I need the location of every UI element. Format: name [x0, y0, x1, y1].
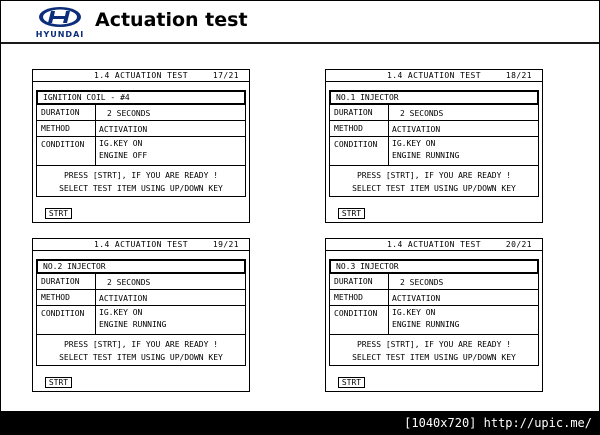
condition-row [37, 137, 245, 166]
duration-value: 2 SECONDS [400, 109, 444, 118]
condition-line-2: ENGINE RUNNING [99, 320, 167, 329]
page-count: 19/21 [212, 240, 239, 249]
panel-table [329, 259, 539, 366]
test-item-row[interactable] [36, 90, 246, 105]
page-count: 17/21 [212, 71, 239, 80]
instruction-notice [37, 166, 245, 196]
condition-value [96, 137, 245, 165]
condition-value [389, 306, 538, 334]
panel-header [326, 70, 542, 82]
test-item-row[interactable] [36, 259, 246, 274]
test-item-row[interactable] [329, 90, 539, 105]
strt-button[interactable]: STRT [45, 377, 72, 388]
condition-label: CONDITION [330, 137, 389, 165]
method-value: ACTIVATION [392, 125, 441, 134]
method-value: ACTIVATION [99, 294, 148, 303]
method-row [37, 290, 245, 306]
test-panel-1 [32, 69, 250, 223]
instruction-notice [330, 335, 538, 365]
panel-table [36, 259, 246, 366]
condition-line-2: ENGINE OFF [99, 151, 148, 160]
panel-table [329, 90, 539, 197]
condition-line-1: IG.KEY ON [99, 139, 143, 148]
test-item-name: NO.1 INJECTOR [336, 93, 399, 102]
method-label: METHOD [37, 290, 96, 305]
strt-button[interactable]: STRT [45, 208, 72, 219]
test-item-name: NO.2 INJECTOR [43, 262, 106, 271]
test-item-name: NO.3 INJECTOR [336, 262, 399, 271]
notice-line-2: SELECT TEST ITEM USING UP/DOWN KEY [59, 353, 223, 362]
header-divider [1, 42, 599, 44]
notice-line-1: PRESS [STRT], IF YOU ARE READY ! [356, 171, 512, 180]
panel-header [33, 239, 249, 251]
condition-label: CONDITION [37, 306, 96, 334]
slide [1, 1, 599, 411]
duration-row [37, 105, 245, 121]
page-count: 18/21 [505, 71, 532, 80]
method-value: ACTIVATION [99, 125, 148, 134]
condition-value [96, 306, 245, 334]
condition-label: CONDITION [330, 306, 389, 334]
notice-line-1: PRESS [STRT], IF YOU ARE READY ! [356, 340, 512, 349]
test-item-name: IGNITION COIL - #4 [43, 93, 130, 102]
panel-header [326, 239, 542, 251]
method-label: METHOD [37, 121, 96, 136]
duration-value: 2 SECONDS [400, 278, 444, 287]
notice-line-1: PRESS [STRT], IF YOU ARE READY ! [63, 171, 219, 180]
hyundai-emblem-icon [21, 6, 99, 30]
notice-line-2: SELECT TEST ITEM USING UP/DOWN KEY [352, 353, 516, 362]
method-value: ACTIVATION [392, 294, 441, 303]
duration-row [330, 105, 538, 121]
duration-label: DURATION [330, 105, 389, 120]
panel-header [33, 70, 249, 82]
duration-label: DURATION [37, 105, 96, 120]
strt-button[interactable]: STRT [338, 377, 365, 388]
condition-line-1: IG.KEY ON [392, 139, 436, 148]
notice-line-2: SELECT TEST ITEM USING UP/DOWN KEY [59, 184, 223, 193]
condition-line-2: ENGINE RUNNING [392, 151, 460, 160]
panel-title: 1.4 ACTUATION TEST [94, 71, 188, 80]
duration-label: DURATION [37, 274, 96, 289]
instruction-notice [330, 166, 538, 196]
duration-value: 2 SECONDS [107, 278, 151, 287]
method-row [37, 121, 245, 137]
image-watermark: [1040x720] http://upic.me/ [404, 416, 592, 430]
panel-table [36, 90, 246, 197]
test-panel-4 [325, 238, 543, 392]
page-title: Actuation test [95, 9, 248, 31]
instruction-notice [37, 335, 245, 365]
duration-row [330, 274, 538, 290]
method-row [330, 290, 538, 306]
page-count: 20/21 [505, 240, 532, 249]
test-item-row[interactable] [329, 259, 539, 274]
condition-label: CONDITION [37, 137, 96, 165]
duration-label: DURATION [330, 274, 389, 289]
method-label: METHOD [330, 290, 389, 305]
condition-row [330, 137, 538, 166]
method-row [330, 121, 538, 137]
notice-line-2: SELECT TEST ITEM USING UP/DOWN KEY [352, 184, 516, 193]
logo-wordmark: HYUNDAI [35, 30, 85, 39]
condition-value [389, 137, 538, 165]
condition-row [37, 306, 245, 335]
condition-line-2: ENGINE RUNNING [392, 320, 460, 329]
condition-line-1: IG.KEY ON [99, 308, 143, 317]
panel-title: 1.4 ACTUATION TEST [387, 71, 481, 80]
notice-line-1: PRESS [STRT], IF YOU ARE READY ! [63, 340, 219, 349]
test-panel-3 [32, 238, 250, 392]
test-panel-2 [325, 69, 543, 223]
method-label: METHOD [330, 121, 389, 136]
duration-value: 2 SECONDS [107, 109, 151, 118]
duration-row [37, 274, 245, 290]
hyundai-logo [21, 6, 99, 40]
strt-button[interactable]: STRT [338, 208, 365, 219]
panel-title: 1.4 ACTUATION TEST [387, 240, 481, 249]
condition-row [330, 306, 538, 335]
condition-line-1: IG.KEY ON [392, 308, 436, 317]
panel-title: 1.4 ACTUATION TEST [94, 240, 188, 249]
